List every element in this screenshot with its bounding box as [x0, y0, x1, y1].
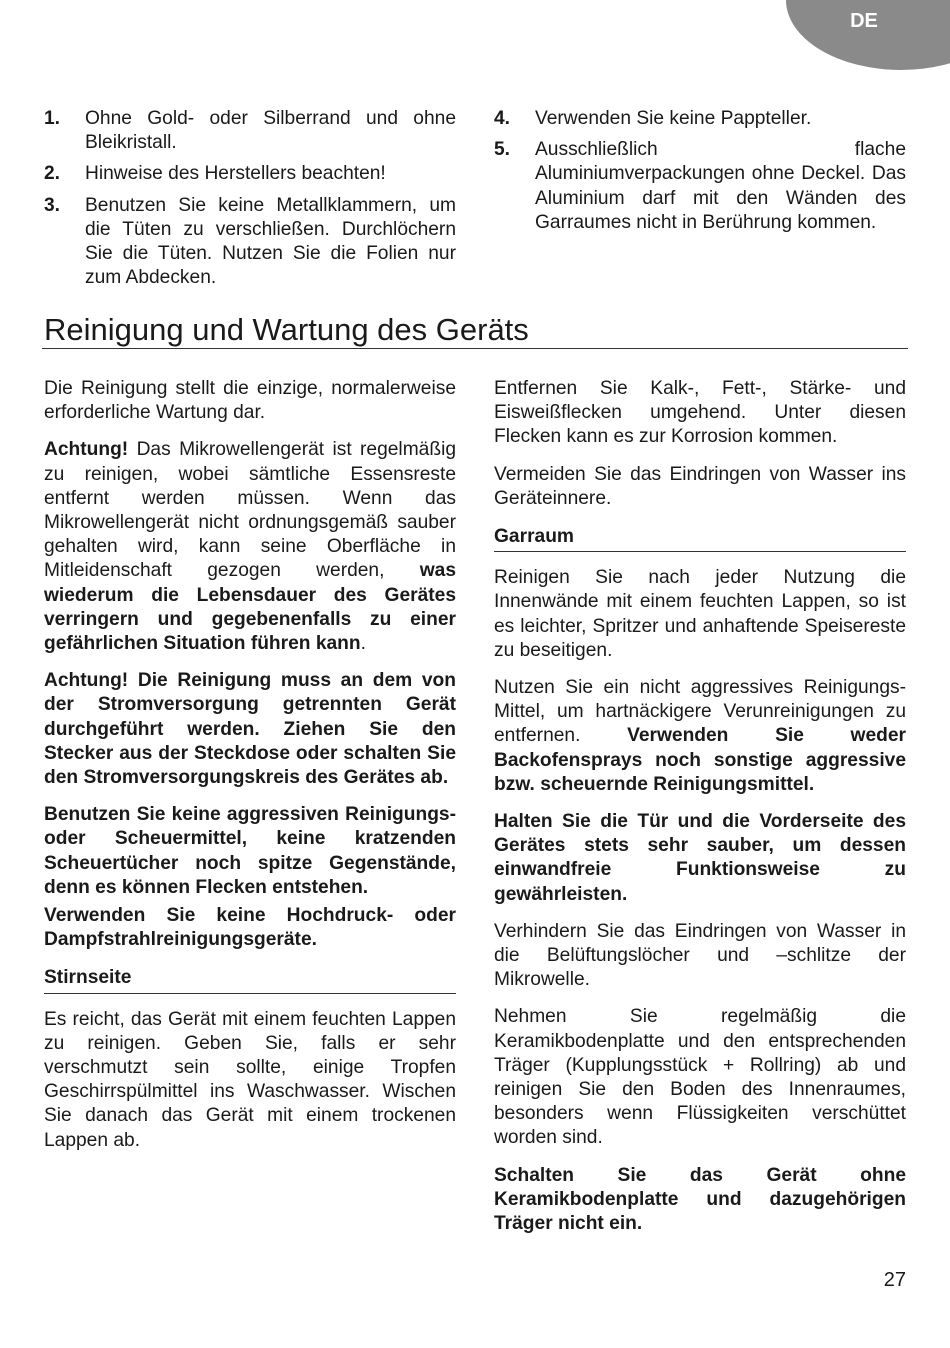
cavity-heading: Garraum: [494, 525, 906, 552]
list-item-1: [44, 107, 456, 155]
front-paragraph: Es reicht, das Gerät mit einem feuchten Lappen zu reinigen. Geben Sie, falls er sehr verschmutzt sein sollte, einige Tropfen Geschirrspülmittel ins Waschwasser. Wischen Sie danach das Gerät mit einem trockenen Lappen ab.: [44, 1008, 456, 1151]
cleaner-text: Nutzen Sie ein nicht aggressives Reinigungs-Mittel, um hartnäckigere Verunreinigungen zu entfernen.: [494, 677, 906, 747]
front-heading: Stirnseite: [44, 966, 456, 993]
vent-paragraph: Verhindern Sie das Eindringen von Wasser in die Belüftungslöcher und –schlitze der Mikrowelle.: [494, 920, 906, 991]
warning-paragraph-3: Benutzen Sie keine aggressiven Reinigungs- oder Scheuermittel, keine kratzenden Scheuertücher noch spitze Gegenstände, denn es können Flecken entstehen.: [44, 804, 456, 898]
list-number: 2.: [44, 163, 61, 185]
left-column: [44, 377, 456, 1166]
list-number: 5.: [494, 139, 511, 161]
warning-paragraph-2: Achtung! Die Reinigung muss an dem von der Stromversorgung getrennten Gerät durchgeführt werden. Ziehen Sie den Stecker aus der Steckdose oder schalten Sie den Stromversorgungskreis des Gerätes ab.: [44, 670, 456, 789]
warning-paragraph-4: Verwenden Sie keine Hochdruck- oder Dampfstrahlreinigungsgeräte.: [44, 905, 456, 951]
warning-paragraph-1: [44, 438, 456, 656]
warning-emphasis: was wiederum die Lebensdauer des Gerätes verringern und gegebenenfalls zu einer gefährlichen Situation führen kann: [44, 560, 456, 655]
title-divider: [42, 348, 908, 349]
turntable-paragraph: Nehmen Sie regelmäßig die Keramikbodenplatte und den entsprechenden Träger (Kupplungsstück + Rollring) ab und reinigen Sie den Boden des Innenraumes, besonders wenn Flüssigkeiten verschüttet worden sind.: [494, 1006, 906, 1149]
right-column: [494, 377, 906, 1249]
turntable-warning: Schalten Sie das Gerät ohne Keramikbodenplatte und dazugehörigen Träger nicht ein.: [494, 1164, 906, 1235]
warning-text: Das Mikrowellengerät ist regelmäßig zu reinigen, wobei sämtliche Essensreste entfernt werden müssen. Wenn das Mikrowellengerät nicht ordnungsgemäß sauber gehalten wird, kann seine Oberfläche in Mitleidenschaft gezogen werden,: [44, 439, 456, 582]
cavity-paragraph-1: Reinigen Sie nach jeder Nutzung die Innenwände mit einem feuchten Lappen, so ist es leichter, Spritzer und anhaftende Speisereste zu beseitigen.: [494, 567, 906, 661]
door-paragraph: Halten Sie die Tür und die Vorderseite des Gerätes stets sehr sauber, um dessen einwandfreie Funktionsweise zu gewährleisten.: [494, 811, 906, 905]
cavity-paragraph-2: [494, 676, 906, 797]
list-number: 3.: [44, 194, 61, 216]
list-number: 4.: [494, 108, 511, 129]
list-text: Verwenden Sie keine Pappteller.: [535, 108, 812, 129]
stain-paragraph: Entfernen Sie Kalk-, Fett-, Stärke- und Eisweißflecken umgehend. Unter diesen Flecken kann es zur Korrosion kommen.: [494, 378, 906, 448]
list-item-4: [494, 107, 906, 131]
cleaner-warning: Verwenden Sie weder Backofensprays noch sonstige aggressive bzw. scheuernde Reinigungsmittel.: [494, 725, 906, 795]
list-item-5: [494, 138, 906, 235]
list-text: Ohne Gold- oder Silberrand und ohne Bleikristall.: [85, 108, 456, 154]
section-title: Reinigung und Wartung des Geräts: [44, 312, 529, 347]
list-text: Ausschließlich flache Aluminiumverpackungen ohne Deckel. Das Aluminium darf mit den Wänden des Garraumes nicht in Berührung kommen.: [535, 139, 906, 233]
list-number: 1.: [44, 108, 61, 129]
page-number: 27: [883, 1269, 906, 1291]
language-badge: DE: [850, 10, 878, 32]
intro-paragraph: Die Reinigung stellt die einzige, normalerweise erforderliche Wartung dar.: [44, 378, 456, 424]
list-text: Hinweise des Herstellers beachten!: [85, 163, 386, 185]
list-left: [44, 107, 456, 297]
list-item-2: [44, 162, 456, 186]
list-right: [494, 107, 906, 242]
warning-end: .: [360, 633, 366, 655]
list-text: Benutzen Sie keine Metallklammern, um die Tüten zu verschließen. Durchlöchern Sie die Tüten. Nutzen Sie die Folien nur zum Abdecken.: [85, 194, 456, 289]
water-paragraph: Vermeiden Sie das Eindringen von Wasser ins Geräteinnere.: [494, 463, 906, 509]
list-item-3: [44, 194, 456, 291]
warning-label: Achtung!: [44, 439, 129, 461]
